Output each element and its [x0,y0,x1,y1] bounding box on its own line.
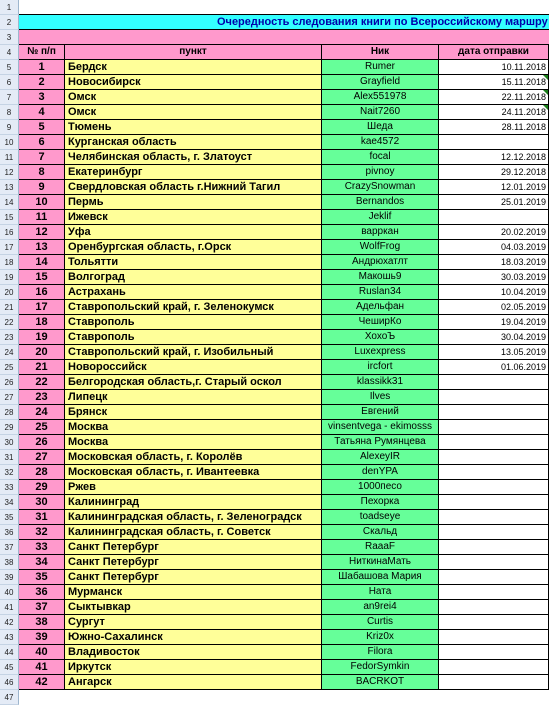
row-header[interactable]: 29 [0,420,19,435]
cell-city[interactable]: Ставропольский край, г. Изобильный [65,345,322,360]
cell-city[interactable]: Новосибирск [65,75,322,90]
cell-num[interactable]: 19 [19,330,65,345]
cell-city[interactable]: Санкт Петербург [65,540,322,555]
cell-city[interactable]: Екатеринбург [65,165,322,180]
row-header[interactable]: 28 [0,405,19,420]
cell-date[interactable] [439,660,549,675]
cell-date[interactable] [439,525,549,540]
cell-nick[interactable]: Пехорка [322,495,439,510]
row-header[interactable]: 17 [0,240,19,255]
cell-nick[interactable]: Ната [322,585,439,600]
empty-row[interactable] [19,0,549,15]
cell-city[interactable]: Оренбургская область, г.Орск [65,240,322,255]
cell-city[interactable]: Московская область, г. Королёв [65,450,322,465]
cell-nick[interactable]: Grayfield [322,75,439,90]
row-header[interactable]: 35 [0,510,19,525]
table-row [0,375,549,390]
cell-date[interactable] [439,210,549,225]
cell-date[interactable]: 28.11.2018 [439,120,549,135]
cell-date[interactable] [439,630,549,645]
cell-nick[interactable]: vinsentvega - ekimosss [322,420,439,435]
table-row [0,105,549,120]
cell-city[interactable]: Сыктывкар [65,600,322,615]
sheet-row-3 [0,30,549,45]
cell-num[interactable]: 12 [19,225,65,240]
table-row [0,180,549,195]
cell-num[interactable]: 25 [19,420,65,435]
cell-city[interactable]: Бердск [65,60,322,75]
cell-date[interactable]: 13.05.2019 [439,345,549,360]
row-header[interactable]: 7 [0,90,19,105]
table-row [0,645,549,660]
cell-nick[interactable]: toadseye [322,510,439,525]
row-header[interactable]: 3 [0,30,19,45]
cell-city[interactable]: Санкт Петербург [65,555,322,570]
table-row [0,495,549,510]
row-header[interactable]: 4 [0,45,19,60]
cell-nick[interactable]: Curtis [322,615,439,630]
sheet-row-1 [0,0,549,15]
row-header[interactable]: 23 [0,330,19,345]
cell-num[interactable]: 16 [19,285,65,300]
cell-num[interactable]: 30 [19,495,65,510]
row-header[interactable]: 14 [0,195,19,210]
row-header[interactable]: 24 [0,345,19,360]
cell-date[interactable] [439,540,549,555]
cell-nick[interactable]: Kriz0x [322,630,439,645]
cell-nick[interactable]: focal [322,150,439,165]
cell-date[interactable] [439,405,549,420]
cell-city[interactable]: Уфа [65,225,322,240]
table-row [0,90,549,105]
cell-city[interactable]: Тюмень [65,120,322,135]
cell-nick[interactable]: Ruslan34 [322,285,439,300]
cell-city[interactable]: Сургут [65,615,322,630]
cell-num[interactable]: 28 [19,465,65,480]
cell-date[interactable]: 22.11.2018 [439,90,549,105]
cell-date[interactable] [439,555,549,570]
cell-date[interactable]: 01.06.2019 [439,360,549,375]
cell-nick[interactable]: FedorSymkin [322,660,439,675]
cell-nick[interactable]: an9rei4 [322,600,439,615]
cell-city[interactable]: Тольятти [65,255,322,270]
cell-num[interactable]: 27 [19,450,65,465]
row-header[interactable]: 5 [0,60,19,75]
row-header[interactable]: 13 [0,180,19,195]
row-header[interactable]: 34 [0,495,19,510]
table-row [0,360,549,375]
table-row [0,60,549,75]
row-header[interactable]: 18 [0,255,19,270]
row-header[interactable]: 33 [0,480,19,495]
cell-nick[interactable]: RaaaF [322,540,439,555]
cell-nick[interactable]: Ilves [322,390,439,405]
cell-city[interactable]: Белгородская область,г. Старый оскол [65,375,322,390]
sheet-row-2 [0,15,549,30]
table-row [0,150,549,165]
row-header[interactable]: 44 [0,645,19,660]
row-header[interactable]: 2 [0,15,19,30]
cell-date[interactable] [439,510,549,525]
cell-city[interactable]: Ставропольский край, г. Зеленокумск [65,300,322,315]
sheet-title[interactable]: Очередность следования книги по Всероссийскому маршру [19,15,549,30]
cell-date[interactable]: 12.01.2019 [439,180,549,195]
cell-num[interactable]: 20 [19,345,65,360]
cell-num[interactable]: 37 [19,600,65,615]
row-header[interactable]: 20 [0,285,19,300]
row-header[interactable]: 1 [0,0,19,15]
table-row [0,570,549,585]
cell-date[interactable] [439,600,549,615]
table-row [0,600,549,615]
cell-num[interactable]: 42 [19,675,65,690]
cell-city[interactable]: Калининградская область, г. Советск [65,525,322,540]
cell-num[interactable]: 11 [19,210,65,225]
cell-num[interactable]: 1 [19,60,65,75]
cell-num[interactable]: 34 [19,555,65,570]
table-row [0,420,549,435]
row-header[interactable]: 30 [0,435,19,450]
cell-num[interactable]: 7 [19,150,65,165]
cell-city[interactable]: Мурманск [65,585,322,600]
cell-city[interactable]: Москва [65,435,322,450]
cell-num[interactable]: 26 [19,435,65,450]
cell-num[interactable]: 10 [19,195,65,210]
cell-date[interactable] [439,675,549,690]
table-row [0,480,549,495]
row-header[interactable]: 47 [0,690,19,705]
cell-city[interactable]: Свердловская область г.Нижний Тагил [65,180,322,195]
cell-date[interactable] [439,645,549,660]
cell-date[interactable]: 24.11.2018 [439,105,549,120]
row-header[interactable]: 19 [0,270,19,285]
cell-city[interactable]: Липецк [65,390,322,405]
row-header[interactable]: 15 [0,210,19,225]
cell-nick[interactable]: BACRKOT [322,675,439,690]
cell-num[interactable]: 24 [19,405,65,420]
row-header[interactable]: 36 [0,525,19,540]
cell-city[interactable]: Ижевск [65,210,322,225]
table-row [0,540,549,555]
cell-nick[interactable]: Андрюхатлт [322,255,439,270]
cell-date[interactable] [439,375,549,390]
cell-num[interactable]: 2 [19,75,65,90]
table-row [0,390,549,405]
row-header[interactable]: 32 [0,465,19,480]
cell-num[interactable]: 35 [19,570,65,585]
row-header[interactable]: 27 [0,390,19,405]
row-header[interactable]: 12 [0,165,19,180]
cell-date[interactable]: 30.04.2019 [439,330,549,345]
row-header[interactable]: 45 [0,660,19,675]
cell-nick[interactable]: Евгений [322,405,439,420]
row-header[interactable]: 46 [0,675,19,690]
cell-date[interactable]: 29.12.2018 [439,165,549,180]
row-header[interactable]: 9 [0,120,19,135]
comment-indicator-icon [543,105,548,110]
cell-nick[interactable]: WolfFrog [322,240,439,255]
row-header[interactable]: 22 [0,315,19,330]
table-row [0,225,549,240]
cell-num[interactable]: 29 [19,480,65,495]
table-row [0,255,549,270]
cell-nick[interactable]: Filora [322,645,439,660]
cell-date[interactable]: 20.02.2019 [439,225,549,240]
cell-city[interactable]: Челябинская область, г. Златоуст [65,150,322,165]
table-row [0,315,549,330]
cell-num[interactable]: 15 [19,270,65,285]
cell-num[interactable]: 17 [19,300,65,315]
cell-nick[interactable]: Шеда [322,120,439,135]
table-row [0,615,549,630]
cell-date[interactable] [439,390,549,405]
cell-city[interactable]: Калининградская область, г. Зеленоградск [65,510,322,525]
row-header[interactable]: 26 [0,375,19,390]
row-header[interactable]: 21 [0,300,19,315]
cell-num[interactable]: 32 [19,525,65,540]
cell-num[interactable]: 21 [19,360,65,375]
row-header[interactable]: 11 [0,150,19,165]
cell-city[interactable]: Брянск [65,405,322,420]
cell-num[interactable]: 38 [19,615,65,630]
cell-nick[interactable]: ircfort [322,360,439,375]
table-row [0,660,549,675]
table-row [0,510,549,525]
table-row [0,630,549,645]
table-row [0,675,549,690]
cell-num[interactable]: 39 [19,630,65,645]
table-row [0,450,549,465]
table-row [0,195,549,210]
table-row [0,165,549,180]
table-row [0,270,549,285]
cell-num[interactable]: 22 [19,375,65,390]
cell-nick[interactable]: denYPA [322,465,439,480]
row-header[interactable]: 41 [0,600,19,615]
table-row [0,405,549,420]
row-header[interactable]: 16 [0,225,19,240]
row-header[interactable]: 40 [0,585,19,600]
table-row [0,300,549,315]
cell-nick[interactable]: Скальд [322,525,439,540]
row-header[interactable]: 10 [0,135,19,150]
cell-nick[interactable]: Татьяна Румянцева [322,435,439,450]
row-header[interactable]: 8 [0,105,19,120]
cell-nick[interactable]: pivnoy [322,165,439,180]
empty-row[interactable] [19,30,549,45]
cell-num[interactable]: 33 [19,540,65,555]
cell-nick[interactable]: Rumer [322,60,439,75]
cell-city[interactable]: Московская область, г. Ивантеевка [65,465,322,480]
cell-date[interactable]: 10.11.2018 [439,60,549,75]
cell-num[interactable]: 18 [19,315,65,330]
cell-city[interactable]: Ангарск [65,675,322,690]
header-date[interactable]: дата отправки [439,45,549,60]
cell-nick[interactable]: Шабашова Мария [322,570,439,585]
cell-nick[interactable]: Alex551978 [322,90,439,105]
table-row [0,135,549,150]
cell-date[interactable] [439,570,549,585]
cell-date[interactable]: 15.11.2018 [439,75,549,90]
cell-city[interactable]: Владивосток [65,645,322,660]
header-nick[interactable]: Ник [322,45,439,60]
cell-date[interactable]: 18.03.2019 [439,255,549,270]
table-row [0,555,549,570]
cell-num[interactable]: 14 [19,255,65,270]
table-row [0,330,549,345]
row-header[interactable]: 31 [0,450,19,465]
cell-city[interactable]: Новороссийск [65,360,322,375]
cell-nick[interactable]: Bernandos [322,195,439,210]
cell-nick[interactable]: CrazySnowman [322,180,439,195]
cell-nick[interactable]: НиткинаМать [322,555,439,570]
cell-date[interactable] [439,480,549,495]
header-num[interactable]: № п/п [19,45,65,60]
cell-num[interactable]: 41 [19,660,65,675]
cell-city[interactable]: Иркутск [65,660,322,675]
row-header[interactable]: 39 [0,570,19,585]
cell-date[interactable] [439,450,549,465]
cell-date[interactable] [439,420,549,435]
cell-city[interactable]: Южно-Сахалинск [65,630,322,645]
cell-city[interactable]: Омск [65,90,322,105]
cell-nick[interactable]: варркан [322,225,439,240]
cell-date[interactable] [439,495,549,510]
cell-nick[interactable]: klassikk31 [322,375,439,390]
cell-date[interactable] [439,465,549,480]
cell-num[interactable]: 4 [19,105,65,120]
cell-nick[interactable]: ЧеширКо [322,315,439,330]
cell-num[interactable]: 36 [19,585,65,600]
table-row [0,285,549,300]
cell-date[interactable] [439,585,549,600]
cell-nick[interactable]: ХохоЪ [322,330,439,345]
row-header[interactable]: 38 [0,555,19,570]
cell-num[interactable]: 31 [19,510,65,525]
cell-nick[interactable]: Макошь9 [322,270,439,285]
table-row [0,345,549,360]
cell-city[interactable]: Астрахань [65,285,322,300]
cell-city[interactable]: Пермь [65,195,322,210]
cell-city[interactable]: Ставрополь [65,330,322,345]
sheet-row-4 [0,45,549,60]
cell-nick[interactable]: Jeklif [322,210,439,225]
table-row [0,435,549,450]
cell-date[interactable] [439,435,549,450]
cell-nick[interactable]: Адельфан [322,300,439,315]
cell-num[interactable]: 40 [19,645,65,660]
cell-nick[interactable]: AlexeyIR [322,450,439,465]
row-header[interactable]: 6 [0,75,19,90]
table-row [0,240,549,255]
cell-date[interactable]: 02.05.2019 [439,300,549,315]
cell-city[interactable]: Ставрополь [65,315,322,330]
row-header[interactable]: 25 [0,360,19,375]
cell-num[interactable]: 3 [19,90,65,105]
cell-date[interactable] [439,615,549,630]
cell-city[interactable]: Волгоград [65,270,322,285]
cell-date[interactable]: 10.04.2019 [439,285,549,300]
row-header[interactable]: 43 [0,630,19,645]
sheet-row-47 [0,690,549,705]
cell-num[interactable]: 5 [19,120,65,135]
row-header[interactable]: 37 [0,540,19,555]
cell-date[interactable]: 04.03.2019 [439,240,549,255]
cell-city[interactable]: Калининград [65,495,322,510]
cell-city[interactable]: Курганская область [65,135,322,150]
cell-city[interactable]: Ржев [65,480,322,495]
table-row [0,525,549,540]
cell-city[interactable]: Санкт Петербург [65,570,322,585]
table-row [0,585,549,600]
cell-num[interactable]: 6 [19,135,65,150]
cell-city[interactable]: Омск [65,105,322,120]
cell-nick[interactable]: kae4572 [322,135,439,150]
table-row [0,75,549,90]
header-city[interactable]: пункт [65,45,322,60]
cell-num[interactable]: 23 [19,390,65,405]
cell-num[interactable]: 8 [19,165,65,180]
comment-indicator-icon [543,90,548,95]
table-row [0,465,549,480]
cell-date[interactable]: 19.04.2019 [439,315,549,330]
row-header[interactable]: 42 [0,615,19,630]
table-row [0,210,549,225]
cell-date[interactable]: 30.03.2019 [439,270,549,285]
cell-nick[interactable]: Nait7260 [322,105,439,120]
cell-date[interactable]: 12.12.2018 [439,150,549,165]
table-row [0,120,549,135]
cell-num[interactable]: 9 [19,180,65,195]
cell-city[interactable]: Москва [65,420,322,435]
cell-num[interactable]: 13 [19,240,65,255]
cell-date[interactable] [439,135,549,150]
cell-nick[interactable]: Luxexpress [322,345,439,360]
cell-date[interactable]: 25.01.2019 [439,195,549,210]
cell-nick[interactable]: 1000песо [322,480,439,495]
comment-indicator-icon [543,75,548,80]
